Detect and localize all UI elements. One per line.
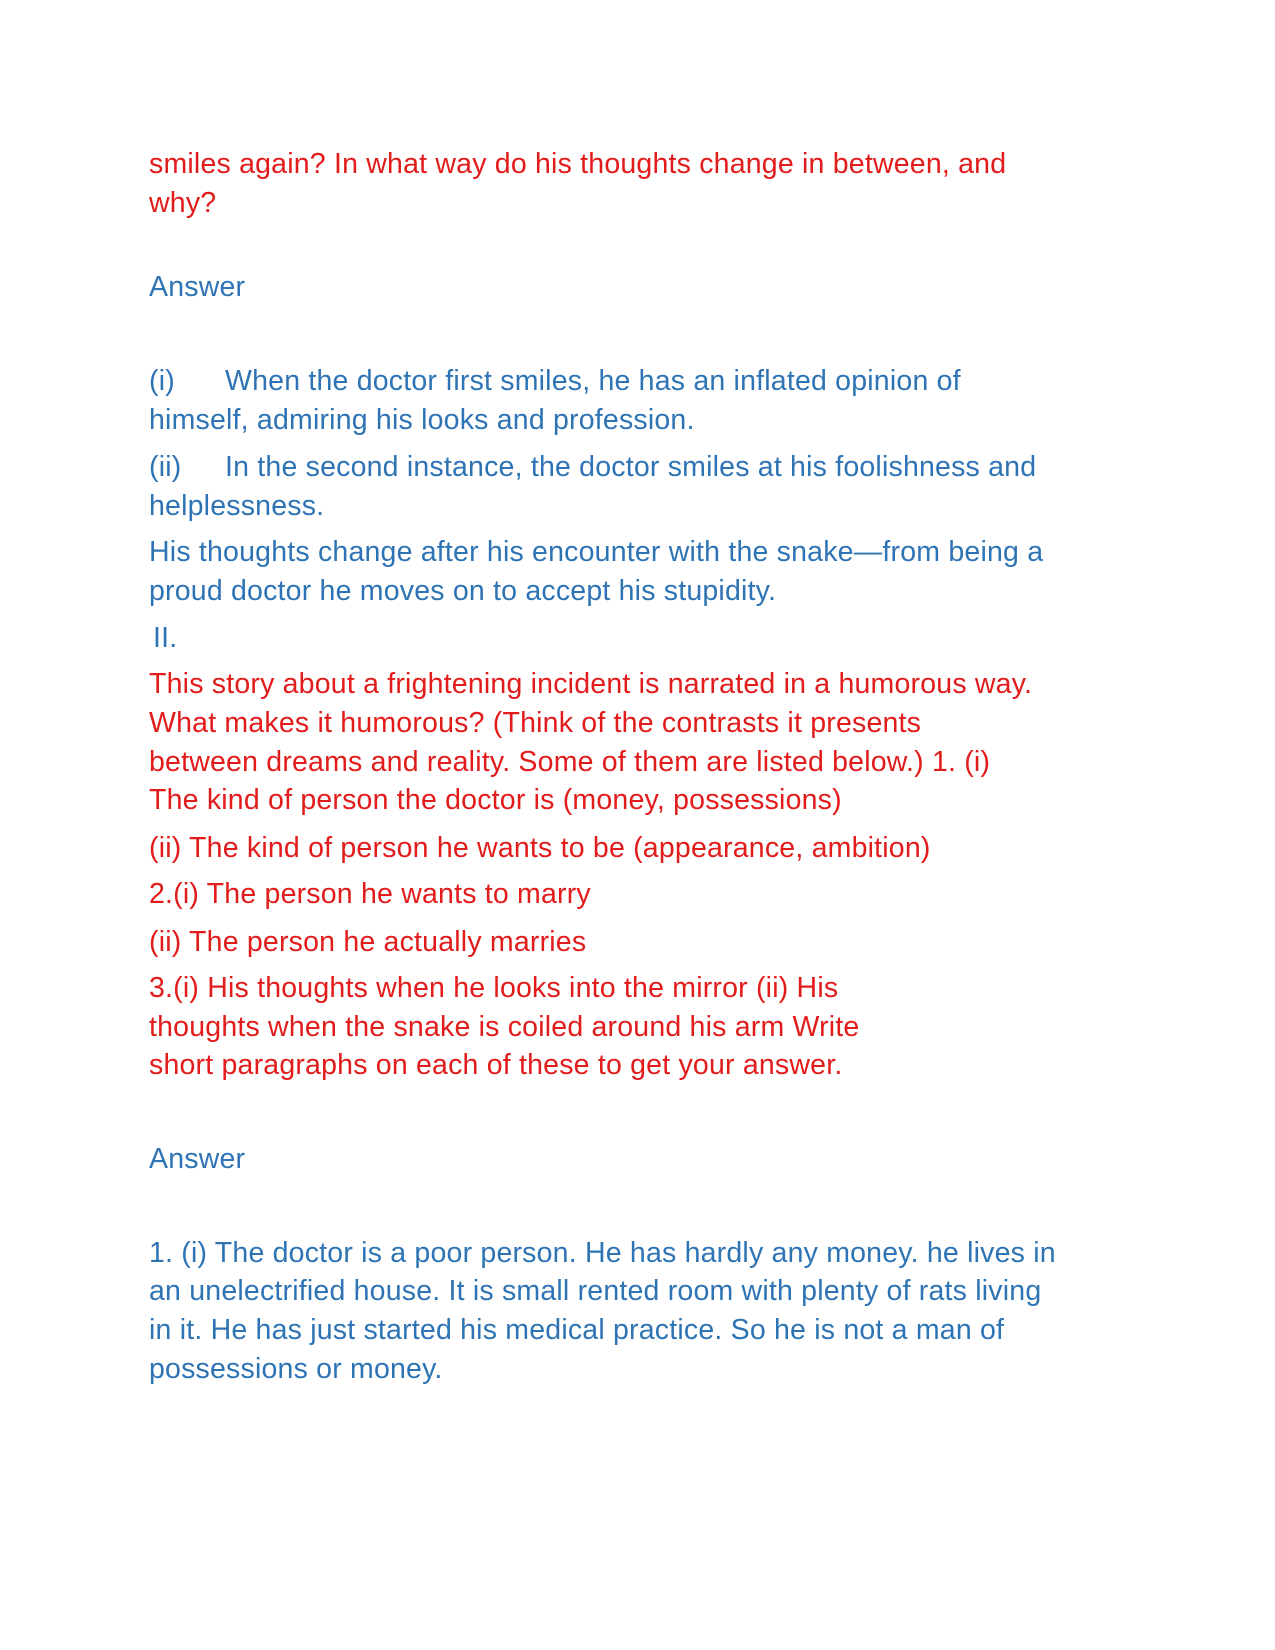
question-text-line: smiles again? In what way do his thoughts change in between, and [149, 148, 1007, 180]
answer-summary-line: His thoughts change after his encounter with the snake—from being a [149, 536, 1044, 568]
answer-text-line: In the second instance, the doctor smiles at his foolishness and [225, 451, 1037, 483]
answer-item-i [149, 361, 961, 401]
answer-paragraph-line: in it. He has just started his medical practice. So he is not a man of [149, 1314, 1005, 1346]
item-number: (ii) [149, 451, 182, 483]
question-text-line: thoughts when the snake is coiled around his arm Write [149, 1011, 860, 1043]
answer-summary-line: proud doctor he moves on to accept his stupidity. [149, 575, 777, 607]
question-item: 3.(i) His thoughts when he looks into the mirror (ii) His [149, 972, 839, 1004]
answer-heading: Answer [149, 1143, 246, 1175]
answer-paragraph-line: an unelectrified house. It is small rented room with plenty of rats living [149, 1275, 1042, 1307]
answer-text-line: helplessness. [149, 490, 325, 522]
question-text-line: why? [149, 187, 217, 219]
answer-text-line: himself, admiring his looks and profession. [149, 404, 695, 436]
answer-paragraph-line: 1. (i) The doctor is a poor person. He has hardly any money. he lives in [149, 1237, 1056, 1269]
question-item: (ii) The person he actually marries [149, 926, 587, 958]
answer-item-ii [149, 447, 1036, 487]
question-item: (ii) The kind of person he wants to be (appearance, ambition) [149, 832, 931, 864]
answer-text-line: When the doctor first smiles, he has an inflated opinion of [225, 365, 961, 397]
answer-heading: Answer [149, 271, 246, 303]
question-text-line: What makes it humorous? (Think of the contrasts it presents [149, 707, 922, 739]
answer-paragraph-line: possessions or money. [149, 1353, 443, 1385]
question-text-line: between dreams and reality. Some of them are listed below.) 1. (i) [149, 746, 991, 778]
question-item: 2.(i) The person he wants to marry [149, 878, 591, 910]
question-text-line: This story about a frightening incident is narrated in a humorous way. [149, 668, 1033, 700]
item-number: (i) [149, 365, 175, 397]
question-text-line: short paragraphs on each of these to get your answer. [149, 1049, 843, 1081]
question-text-line: The kind of person the doctor is (money, possessions) [149, 784, 842, 816]
section-label: II. [153, 622, 178, 654]
